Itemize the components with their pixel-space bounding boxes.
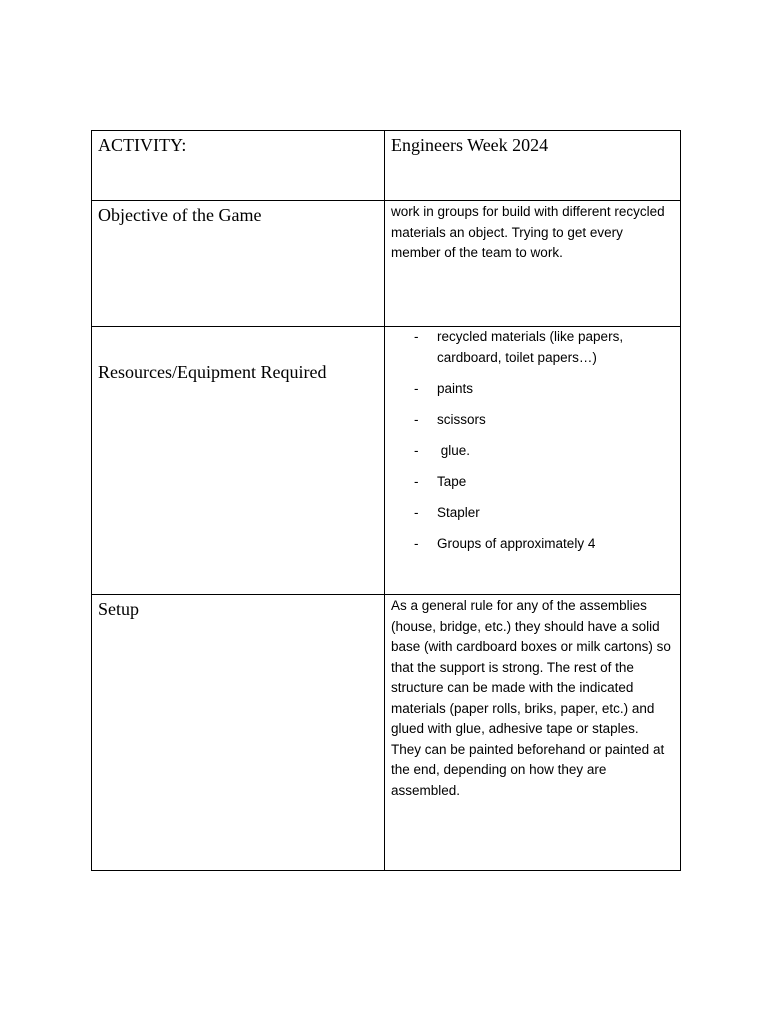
list-item xyxy=(385,534,680,555)
bullet-dash: - xyxy=(414,380,419,396)
activity-table xyxy=(91,130,681,871)
list-item xyxy=(385,379,680,400)
activity-label-cell xyxy=(92,131,385,201)
resource-item: Stapler xyxy=(437,504,480,520)
bullet-dash: - xyxy=(414,442,419,458)
setup-label-cell xyxy=(92,595,385,871)
bullet-dash: - xyxy=(414,504,419,520)
bullet-dash: - xyxy=(414,329,419,344)
objective-value: work in groups for build with different recycled materials an object. Trying to get every member of the team to work. xyxy=(391,204,665,260)
resources-value-cell xyxy=(385,327,681,595)
table-row xyxy=(92,595,681,871)
resource-item: Groups of approximately 4 xyxy=(437,535,596,551)
activity-label: ACTIVITY: xyxy=(98,135,187,155)
resources-label: Resources/Equipment Required xyxy=(98,362,327,382)
list-item xyxy=(385,410,680,431)
list-item xyxy=(385,327,680,368)
setup-label: Setup xyxy=(98,599,140,619)
table-row xyxy=(92,131,681,201)
activity-value: Engineers Week 2024 xyxy=(391,135,549,155)
resource-item: scissors xyxy=(437,411,486,427)
bullet-dash: - xyxy=(414,535,419,551)
setup-value-cell xyxy=(385,595,681,871)
bullet-dash: - xyxy=(414,411,419,427)
objective-value-cell xyxy=(385,201,681,327)
list-item xyxy=(385,441,680,462)
table-row xyxy=(92,201,681,327)
bullet-dash: - xyxy=(414,473,419,489)
resource-item: glue. xyxy=(437,442,471,458)
resource-item: paints xyxy=(437,380,474,396)
resource-item: recycled materials (like papers, cardboard, toilet papers…) xyxy=(437,329,624,365)
activity-value-cell xyxy=(385,131,681,201)
resources-label-cell xyxy=(92,327,385,595)
objective-label: Objective of the Game xyxy=(98,205,262,225)
list-item xyxy=(385,472,680,493)
objective-label-cell xyxy=(92,201,385,327)
setup-value: As a general rule for any of the assemblies (house, bridge, etc.) they should have a solid base (with cardboard boxes or milk cartons) so that the support is strong. The rest of the structure can be made with the indicated materials (paper rolls, briks, paper, etc.) and glued with glue, adhesive tape or staples. They can be painted beforehand or painted at the end, depending on how they are assembled. xyxy=(391,598,671,798)
list-item xyxy=(385,503,680,524)
table-row xyxy=(92,327,681,595)
resource-item: Tape xyxy=(437,473,467,489)
resources-list xyxy=(385,327,680,554)
